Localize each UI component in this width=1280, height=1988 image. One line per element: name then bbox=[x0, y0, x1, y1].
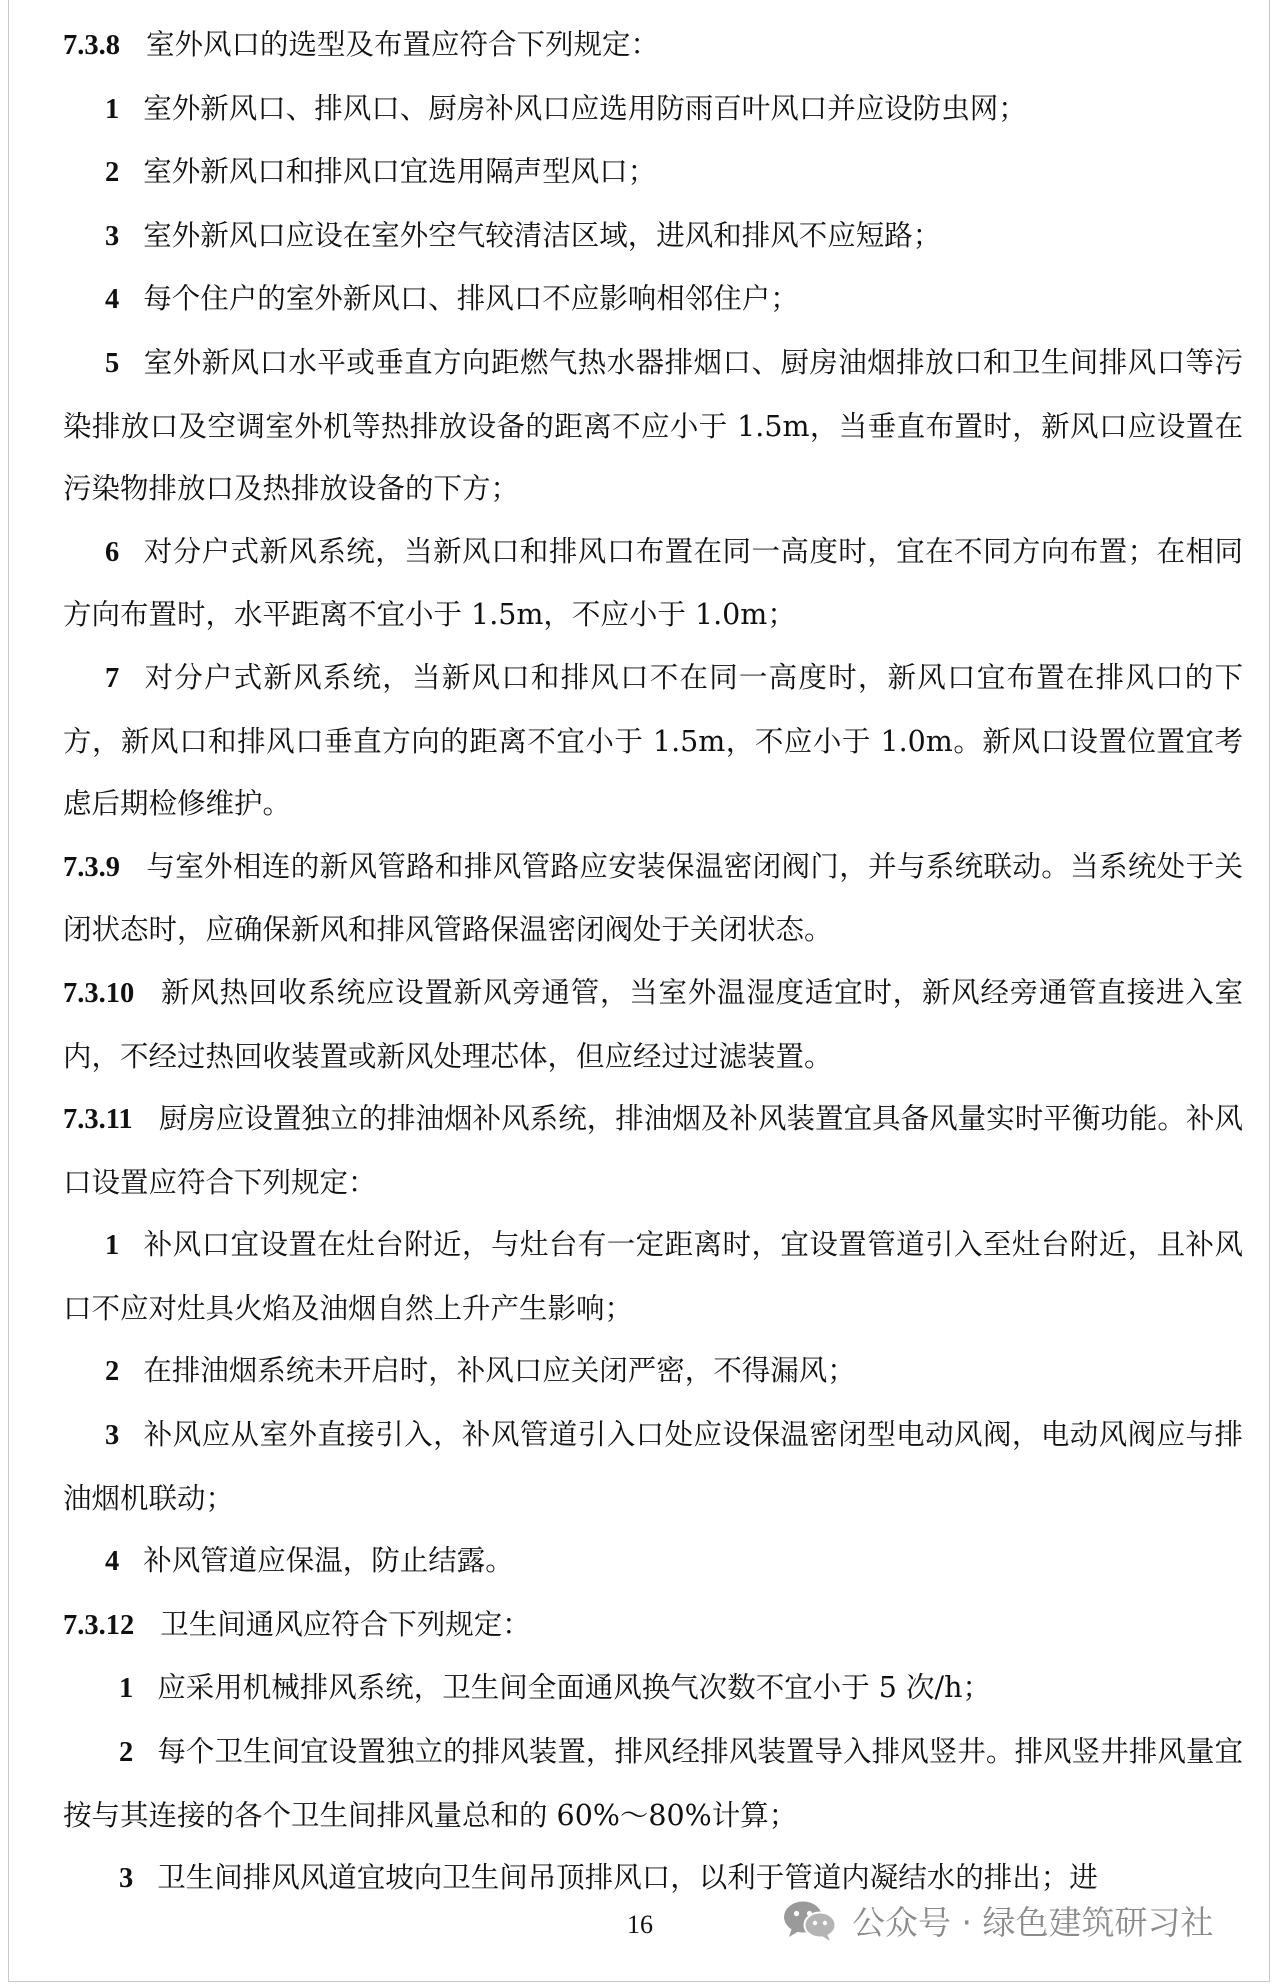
wechat-icon bbox=[782, 1898, 838, 1942]
item-number: 2 bbox=[105, 157, 120, 189]
clause-text: 室外风口的选型及布置应符合下列规定： bbox=[146, 28, 660, 61]
item-number: 5 bbox=[105, 347, 120, 379]
clause-text: 卫生间通风应符合下列规定： bbox=[160, 1607, 531, 1641]
item-4 bbox=[63, 268, 1243, 332]
item-2 bbox=[63, 1340, 1243, 1404]
item-number: 1 bbox=[105, 93, 120, 125]
watermark bbox=[782, 1890, 1213, 1950]
item-4 bbox=[63, 1530, 1243, 1594]
clause-text: 新风热回收系统应设置新风旁通管，当室外温湿度适宜时，新风经旁通管直接进入室内，不经过热回收装置或新风处理芯体，但应经过过滤装置。 bbox=[63, 975, 1243, 1073]
item-2 bbox=[63, 1721, 1243, 1847]
item-text: 室外新风口应设在室外空气较清洁区域，进风和排风不应短路； bbox=[143, 218, 942, 252]
item-6 bbox=[63, 521, 1243, 647]
clause-7-3-10 bbox=[63, 962, 1243, 1088]
item-number: 2 bbox=[119, 1737, 134, 1769]
page-number: 16 bbox=[627, 1910, 653, 1939]
item-number: 1 bbox=[119, 1673, 134, 1705]
item-number: 3 bbox=[105, 220, 120, 252]
item-text: 室外新风口、排风口、厨房补风口应选用防雨百叶风口并应设防虫网； bbox=[143, 91, 1027, 125]
item-7 bbox=[63, 647, 1243, 836]
item-1 bbox=[63, 1214, 1243, 1340]
item-3 bbox=[63, 1404, 1243, 1530]
clause-text: 与室外相连的新风管路和排风管路应安装保温密闭阀门，并与系统联动。当系统处于关闭状态时，应确保新风和排风管路保温密闭阀处于关闭状态。 bbox=[63, 849, 1243, 947]
item-1 bbox=[63, 78, 1243, 142]
clause-7-3-11 bbox=[63, 1088, 1243, 1214]
item-number: 3 bbox=[119, 1863, 134, 1895]
item-5 bbox=[63, 332, 1243, 521]
item-number: 7 bbox=[105, 662, 120, 694]
item-text: 室外新风口水平或垂直方向距燃气热水器排烟口、厨房油烟排放口和卫生间排风口等污染排放口及空调室外机等热排放设备的距离不应小于 1.5m，当垂直布置时，新风口应设置在污染物排放口及热排放设备的下方； bbox=[63, 345, 1243, 506]
document-body bbox=[63, 14, 1243, 1911]
item-number: 1 bbox=[105, 1230, 120, 1262]
item-text: 对分户式新风系统，当新风口和排风口布置在同一高度时，宜在不同方向布置；在相同方向布置时，水平距离不宜小于 1.5m，不应小于 1.0m； bbox=[63, 534, 1243, 632]
clause-number: 7.3.11 bbox=[63, 1104, 133, 1136]
clause-text: 厨房应设置独立的排油烟补风系统，排油烟及补风装置宜具备风量实时平衡功能。补风口设置应符合下列规定： bbox=[63, 1102, 1243, 1199]
item-1 bbox=[63, 1657, 1243, 1721]
clause-7-3-12 bbox=[63, 1594, 1243, 1658]
item-text: 每个住户的室外新风口、排风口不应影响相邻住户； bbox=[143, 282, 799, 316]
item-number: 4 bbox=[105, 284, 120, 316]
item-text: 补风应从室外直接引入，补风管道引入口处应设保温密闭型电动风阀，电动风阀应与排油烟机联动； bbox=[63, 1418, 1243, 1515]
item-text: 在排油烟系统未开启时，补风口应关闭严密，不得漏风； bbox=[143, 1354, 856, 1388]
watermark-text: 公众号 · 绿色建筑研习社 bbox=[852, 1902, 1214, 1942]
item-text: 每个卫生间宜设置独立的排风装置，排风经排风装置导入排风竖井。排风竖井排风量宜按与其连接的各个卫生间排风量总和的 60%～80%计算； bbox=[63, 1735, 1243, 1832]
item-text: 对分户式新风系统，当新风口和排风口不在同一高度时，新风口宜布置在排风口的下方，新风口和排风口垂直方向的距离不宜小于 1.5m，不应小于 1.0m。新风口设置位置宜考虑后期检修维护。 bbox=[63, 660, 1243, 821]
item-text: 补风管道应保温，防止结露。 bbox=[143, 1544, 514, 1578]
item-2 bbox=[63, 141, 1243, 205]
clause-number: 7.3.9 bbox=[63, 851, 120, 883]
item-number: 2 bbox=[105, 1356, 120, 1388]
clause-number: 7.3.8 bbox=[63, 30, 120, 61]
clause-7-3-8 bbox=[63, 14, 1243, 78]
item-text: 补风口宜设置在灶台附近，与灶台有一定距离时，宜设置管道引入至灶台附近，且补风口不应对灶具火焰及油烟自然上升产生影响； bbox=[63, 1228, 1243, 1325]
item-text: 应采用机械排风系统，卫生间全面通风换气次数不宜小于 5 次/h； bbox=[157, 1671, 991, 1705]
clause-number: 7.3.12 bbox=[63, 1609, 135, 1641]
clause-7-3-9 bbox=[63, 836, 1243, 962]
item-text: 室外新风口和排风口宜选用隔声型风口； bbox=[143, 155, 657, 189]
item-number: 4 bbox=[105, 1546, 120, 1578]
document-page bbox=[8, 0, 1270, 1982]
item-3 bbox=[63, 205, 1243, 269]
item-number: 3 bbox=[105, 1420, 120, 1452]
item-text: 卫生间排风风道宜坡向卫生间吊顶排风口，以利于管道内凝结水的排出；进 bbox=[157, 1861, 1098, 1895]
item-number: 6 bbox=[105, 536, 120, 568]
clause-number: 7.3.10 bbox=[63, 977, 135, 1009]
